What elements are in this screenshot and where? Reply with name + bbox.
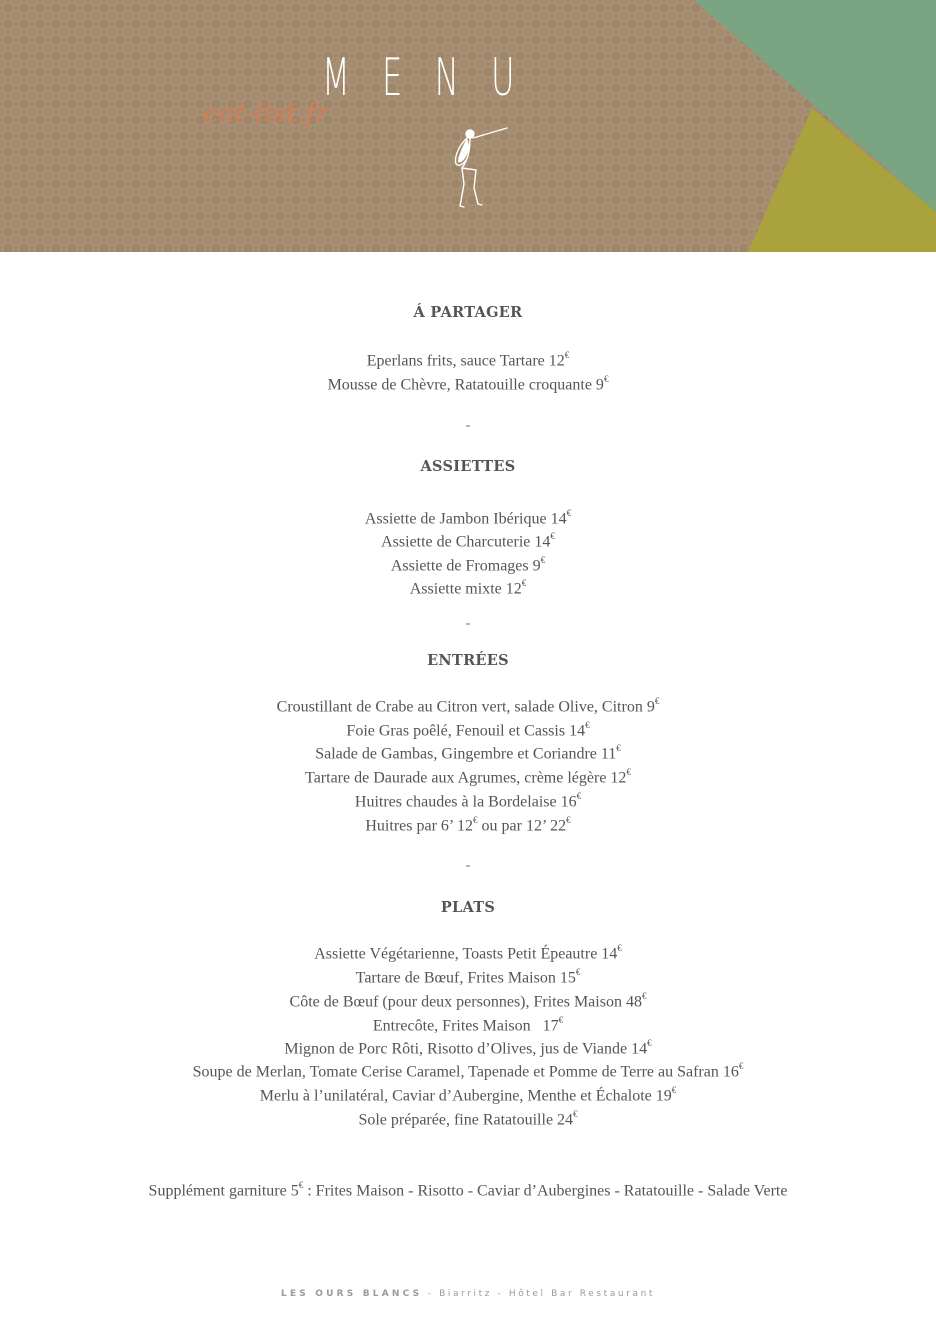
item-text: Soupe de Merlan, Tomate Cerise Caramel, Tapenade et Pomme de Terre au Safran 16 xyxy=(192,1063,739,1081)
section-heading-assiettes: ASSIETTES xyxy=(420,458,516,475)
item-text: ou par 12’ 22 xyxy=(477,817,567,835)
item-text: Côte de Bœuf (pour deux personnes), Frites Maison 48 xyxy=(289,993,642,1011)
section-heading-partager: Á PARTAGER xyxy=(413,304,523,321)
currency-sign: € xyxy=(566,508,572,518)
currency-sign: € xyxy=(647,1038,652,1048)
item-text: Huitres par 6’ 12 xyxy=(365,817,474,835)
menu-item xyxy=(0,573,936,600)
footer xyxy=(0,1287,936,1301)
currency-sign: € xyxy=(603,374,609,384)
menu-item xyxy=(0,810,936,837)
currency-sign: € xyxy=(298,1180,304,1190)
section-separator: - xyxy=(465,858,471,873)
item-text: Assiette de Fromages 9 xyxy=(390,557,541,575)
currency-sign: € xyxy=(626,767,631,777)
item-text: Foie Gras poêlé, Fenouil et Cassis 14 xyxy=(346,722,586,740)
supplement-options: : Frites Maison - Risotto - Caviar d’Aubergines - Ratatouille - Salade Verte xyxy=(303,1182,788,1200)
item-text: Tartare de Bœuf, Frites Maison 15 xyxy=(355,969,576,987)
section-heading-plats: PLATS xyxy=(440,899,496,916)
currency-sign: € xyxy=(585,720,590,730)
currency-sign: € xyxy=(576,791,582,801)
menu-item xyxy=(0,369,936,396)
currency-sign: € xyxy=(521,578,527,588)
watermark-text: eat-list.fr xyxy=(203,98,329,129)
currency-sign: € xyxy=(540,555,546,565)
currency-sign: € xyxy=(564,350,570,360)
supplement-line xyxy=(0,1175,936,1202)
item-text: Assiette Végétarienne, Toasts Petit Épeautre 14 xyxy=(314,945,618,963)
currency-sign: € xyxy=(558,1015,564,1025)
currency-sign: € xyxy=(550,531,555,541)
item-text: Tartare de Daurade aux Agrumes, crème légère 12 xyxy=(305,769,627,787)
item-text: Eperlans frits, sauce Tartare 12 xyxy=(366,352,565,370)
menu-header-banner xyxy=(0,0,936,252)
item-text: Mignon de Porc Rôti, Risotto d’Olives, jus de Viande 14 xyxy=(284,1040,648,1058)
currency-sign: € xyxy=(641,991,647,1001)
item-text: Assiette de Charcuterie 14 xyxy=(381,533,551,551)
item-text: Salade de Gambas, Gingembre et Coriandre 11 xyxy=(315,745,617,763)
footer-location: - Biarritz - Hôtel Bar Restaurant xyxy=(422,1289,656,1299)
section-separator: - xyxy=(465,616,471,631)
item-text: Assiette mixte 12 xyxy=(409,580,522,598)
stretching-figure-icon xyxy=(440,122,512,210)
currency-sign: € xyxy=(566,815,571,825)
item-text: Merlu à l’unilatéral, Caviar d’Aubergine, Menthe et Échalote 19 xyxy=(259,1087,672,1105)
footer-brand: LES OURS BLANCS xyxy=(280,1289,423,1299)
section-separator: - xyxy=(465,418,471,433)
item-text: Croustillant de Crabe au Citron vert, salade Olive, Citron 9 xyxy=(276,698,655,716)
item-text: Huitres chaudes à la Bordelaise 16 xyxy=(354,793,577,811)
section-heading-entrees: ENTRÉES xyxy=(427,652,509,669)
currency-sign: € xyxy=(654,696,660,706)
currency-sign: € xyxy=(738,1061,744,1071)
item-text: Mousse de Chèvre, Ratatouille croquante 9 xyxy=(327,376,604,394)
item-text: Entrecôte, Frites Maison 17 xyxy=(372,1017,559,1035)
currency-sign: € xyxy=(617,943,622,953)
page-title: MENU xyxy=(322,48,547,108)
currency-sign: € xyxy=(473,815,478,825)
supplement-text: Supplément garniture 5 xyxy=(148,1182,299,1200)
currency-sign: € xyxy=(573,1109,578,1119)
currency-sign: € xyxy=(671,1085,677,1095)
currency-sign: € xyxy=(616,743,621,753)
item-text: Assiette de Jambon Ibérique 14 xyxy=(364,510,567,528)
menu-item xyxy=(0,1104,936,1131)
currency-sign: € xyxy=(575,967,581,977)
item-text: Sole préparée, fine Ratatouille 24 xyxy=(358,1111,574,1129)
